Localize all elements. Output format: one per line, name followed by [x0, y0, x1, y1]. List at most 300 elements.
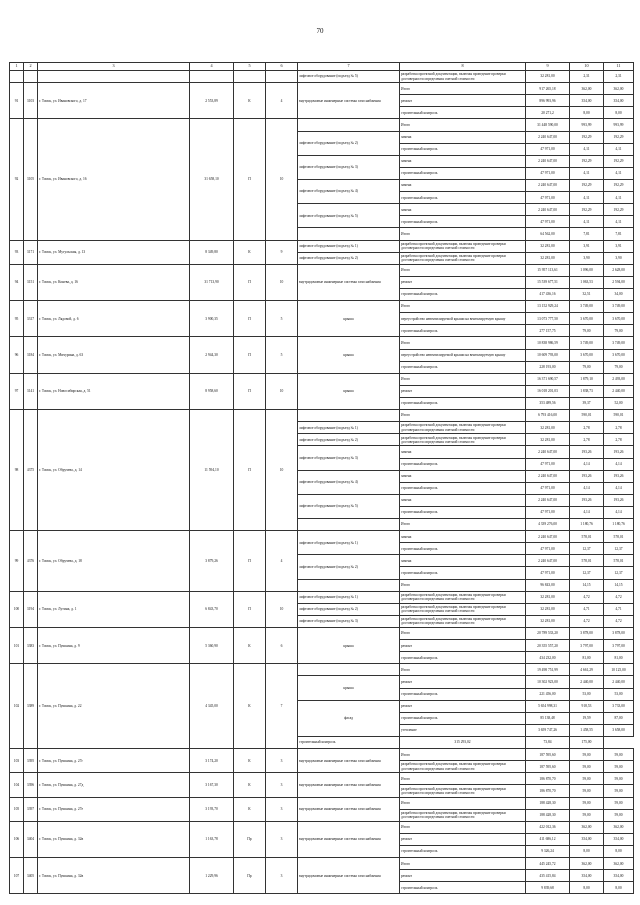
table-cell: 96 843,00	[526, 579, 570, 591]
table-cell: 32 281,00	[526, 591, 570, 603]
table-cell: ремонт	[400, 276, 526, 288]
table-row	[10, 591, 634, 603]
table-cell: 8 958,60	[190, 373, 234, 409]
table-cell: лифтовое оборудование (подъезд № 4)	[298, 179, 400, 203]
table-cell: 19 498 751,99	[526, 664, 570, 676]
table-cell: г. Томск, ул. Пушкина, д. 27д	[38, 773, 190, 797]
table-cell: 2 240 647,00	[526, 179, 570, 191]
table-cell: 10	[266, 591, 298, 627]
table-cell: П	[234, 119, 266, 240]
table-cell: 14,15	[570, 579, 604, 591]
table-cell: 192,29	[604, 204, 634, 216]
table-cell: 12,37	[604, 567, 634, 579]
table-cell: строительный контроль	[400, 167, 526, 179]
table-cell: 434 232,00	[526, 652, 570, 664]
table-cell: 12,37	[570, 543, 604, 555]
table-cell: 3171	[24, 240, 38, 264]
table-cell: замена	[400, 446, 526, 458]
table-row	[10, 858, 634, 870]
table-cell: лифтовое оборудование (подъезд № 3)	[298, 155, 400, 179]
table-cell: внутридомовые инженерные системы газоснабжения	[298, 797, 400, 821]
table-cell: 32 281,00	[526, 422, 570, 434]
table-cell: 2,31	[604, 71, 634, 83]
table-cell: 10	[266, 410, 298, 531]
table-cell: Пр	[234, 858, 266, 894]
table-cell: 354,00	[604, 833, 634, 845]
table-cell: 8,00	[570, 882, 604, 894]
table-cell: 59,00	[570, 761, 604, 773]
table-cell: 277 157,75	[526, 325, 570, 337]
table-cell: Итого	[400, 264, 526, 276]
table-cell: лифтовое оборудование (подъезд № 2)	[298, 434, 400, 446]
table-cell: 52,00	[604, 397, 634, 409]
table-cell: 2,78	[604, 434, 634, 446]
table-cell: 32 281,00	[526, 615, 570, 627]
table-cell: 97	[10, 373, 24, 409]
table-cell: внутридомовые инженерные системы газоснабжения	[298, 83, 400, 119]
table-cell: 16 371 690,57	[526, 373, 570, 385]
table-cell: 2 493,00	[604, 373, 634, 385]
table-cell: 96	[10, 337, 24, 373]
table-cell: Итого	[400, 749, 526, 761]
table-row	[10, 301, 634, 313]
table-row	[10, 83, 634, 95]
table-cell: 3 670,00	[604, 313, 634, 325]
table-cell: 32 281,00	[526, 603, 570, 615]
table-cell: 4,11	[604, 167, 634, 179]
table-cell: 2 440,00	[604, 676, 634, 688]
table-cell: 10	[266, 373, 298, 409]
table-row	[10, 264, 634, 276]
table-cell: строительный контроль	[400, 567, 526, 579]
table-cell: 362,00	[570, 821, 604, 833]
table-cell: Итого	[400, 373, 526, 385]
table-cell: строительный контроль	[400, 397, 526, 409]
table-cell: ремонт	[400, 870, 526, 882]
table-cell: 4,14	[604, 458, 634, 470]
table-cell: 1 458,55	[570, 724, 604, 736]
table-cell: 3	[266, 773, 298, 797]
table-cell: 47 971,00	[526, 143, 570, 155]
table-cell: 3389	[24, 664, 38, 749]
table-cell: 31 448 590,00	[526, 119, 570, 131]
table-cell: замена	[400, 179, 526, 191]
table-cell: 2,78	[604, 422, 634, 434]
table-cell: Итого	[400, 858, 526, 870]
table-cell: ремонт	[400, 385, 526, 397]
table-cell: 39,37	[570, 397, 604, 409]
table-cell: 3,91	[604, 240, 634, 252]
table-cell: 102	[10, 664, 24, 749]
table-cell: внутридомовые инженерные системы газоснабжения	[298, 264, 400, 300]
table-cell: 3 658,00	[604, 724, 634, 736]
table-cell: Итого	[400, 301, 526, 313]
table-cell: 4,72	[604, 591, 634, 603]
table-cell: внутридомовые инженерные системы газоснабжения	[298, 821, 400, 857]
table-cell: 7	[266, 664, 298, 749]
table-cell	[266, 71, 298, 83]
table-cell: 9 839,68	[526, 882, 570, 894]
table-cell: 3 174,20	[190, 749, 234, 773]
table-row	[10, 773, 634, 785]
table-cell: 228 193,00	[526, 361, 570, 373]
table-cell: 4,11	[570, 143, 604, 155]
table-cell: разработка проектной документации, включая проведение проверки достоверности определения сметной стоимости	[400, 785, 526, 797]
table-cell: 59,00	[570, 749, 604, 761]
table-cell: крыша	[298, 373, 400, 409]
table-cell: строительный контроль	[298, 737, 400, 749]
table-cell: 3 879,26	[190, 531, 234, 592]
table-cell: 186 870,70	[526, 785, 570, 797]
table-cell: лифтовое оборудование (подъезд № 4)	[298, 470, 400, 494]
table-cell: 2,78	[570, 434, 604, 446]
column-number-cell: 3	[38, 63, 190, 71]
table-cell: 19,59	[570, 712, 604, 724]
table-cell: 6 843,70	[190, 591, 234, 627]
table-cell: 16 018 201,03	[526, 385, 570, 397]
table-cell: замена	[400, 470, 526, 482]
table-cell: К	[234, 749, 266, 773]
table-cell: строительный контроль	[400, 506, 526, 518]
table-cell: 7,81	[604, 228, 634, 240]
repair-schedule-table	[9, 62, 634, 894]
table-cell: 186 870,70	[526, 773, 570, 785]
table-cell: 10	[266, 264, 298, 300]
table-cell: 3 749,00	[570, 337, 604, 349]
table-cell: 106	[10, 821, 24, 857]
table-cell: К	[234, 797, 266, 821]
table-cell: 3396	[24, 773, 38, 797]
table-cell: лифтовое оборудование (подъезд № 5)	[298, 71, 400, 83]
table-cell: 101	[10, 628, 24, 664]
table-cell: строительный контроль	[400, 361, 526, 373]
table-cell: 11 594,10	[190, 410, 234, 531]
table-cell: 3,90	[570, 252, 604, 264]
table-cell: 7,81	[570, 228, 604, 240]
table-cell: 192,29	[604, 179, 634, 191]
table-cell: 47 971,00	[526, 543, 570, 555]
table-cell: 193,26	[570, 446, 604, 458]
table-cell: 192,29	[570, 204, 604, 216]
table-cell: 193,26	[604, 470, 634, 482]
table-cell: 2 594,00	[604, 276, 634, 288]
table-cell: 578,01	[570, 555, 604, 567]
table-cell: 3141	[24, 373, 38, 409]
table-cell: П	[234, 337, 266, 373]
table-cell: 79,00	[604, 361, 634, 373]
table-cell: г. Томск, ул. Обручева, д. 14	[38, 410, 190, 531]
table-cell: 193,26	[604, 494, 634, 506]
table-cell: Итого	[400, 773, 526, 785]
table-cell: ремонт	[400, 95, 526, 107]
table-cell: 192,29	[604, 155, 634, 167]
table-cell: 362,00	[570, 858, 604, 870]
table-cell: строительный контроль	[400, 652, 526, 664]
table-cell	[298, 664, 400, 676]
table-cell: 1 063,53	[570, 276, 604, 288]
table-cell: лифтовое оборудование (подъезд № 3)	[298, 615, 400, 627]
table-cell: 8,00	[604, 882, 634, 894]
table-cell: К	[234, 773, 266, 797]
table-cell: 2 240 647,00	[526, 555, 570, 567]
table-cell: 3105	[24, 119, 38, 240]
table-cell: 578,01	[604, 531, 634, 543]
table-cell: 354,00	[570, 870, 604, 882]
table-cell: г. Томск, ул. Мичурина, д. 63	[38, 337, 190, 373]
table-cell	[190, 71, 234, 83]
table-cell: П	[234, 264, 266, 300]
table-cell: 354,00	[604, 870, 634, 882]
table-cell: 4,11	[570, 167, 604, 179]
table-cell: замена	[400, 204, 526, 216]
column-number-cell: 5	[234, 63, 266, 71]
table-cell: ремонт	[400, 640, 526, 652]
table-cell: г. Томск, ул. Лядовой, д. 6	[38, 301, 190, 337]
table-cell: 15 539 677,51	[526, 276, 570, 288]
table-cell: лифтовое оборудование (подъезд № 1)	[298, 422, 400, 434]
table-row	[10, 119, 634, 131]
table-cell: 103	[10, 749, 24, 773]
table-cell: 445 245,72	[526, 858, 570, 870]
table-cell: разработка проектной документации, включая проведение проверки достоверности определения сметной стоимости	[400, 591, 526, 603]
table-cell: 4 345,00	[190, 664, 234, 749]
table-cell: 98	[10, 410, 24, 531]
table-cell: 993,99	[604, 119, 634, 131]
table-cell: 221 456,00	[526, 688, 570, 700]
table-cell: 4,14	[570, 458, 604, 470]
table-cell: 354,00	[570, 95, 604, 107]
table-cell: 3 797,00	[570, 640, 604, 652]
table-cell: лифтовое оборудование (подъезд № 3)	[298, 446, 400, 470]
table-cell: 95	[10, 301, 24, 337]
table-cell: лифтовое оборудование (подъезд № 1)	[298, 531, 400, 555]
table-cell: 104	[10, 773, 24, 797]
table-cell: переустройство невентилируемой крыши на вентилируемую крышу	[400, 313, 526, 325]
table-cell: П	[234, 301, 266, 337]
table-cell: 10 609 793,00	[526, 349, 570, 361]
table-cell: строительный контроль	[400, 143, 526, 155]
table-cell: П	[234, 591, 266, 627]
table-cell: 4,11	[570, 216, 604, 228]
column-number-cell: 6	[266, 63, 298, 71]
table-cell: 59,00	[604, 773, 634, 785]
table-cell: г. Томск, ул. Ивановского, д. 16	[38, 119, 190, 240]
table-cell: лифтовое оборудование (подъезд № 1)	[298, 240, 400, 252]
table-cell: 59,00	[570, 797, 604, 809]
table-cell: 3 670,00	[570, 349, 604, 361]
table-cell: 3395	[24, 749, 38, 773]
table-cell	[298, 119, 400, 131]
table-cell: 3 900,35	[190, 301, 234, 337]
table-cell: 20 271,2	[526, 107, 570, 119]
table-cell: 81,00	[570, 652, 604, 664]
column-number-cell: 10	[570, 63, 604, 71]
table-cell: К	[234, 240, 266, 264]
table-cell: разработка проектной документации, включая проведение проверки достоверности определения сметной стоимости	[400, 761, 526, 773]
table-cell: 2 240 647,00	[526, 531, 570, 543]
table-cell: 12,37	[604, 543, 634, 555]
table-cell: строительный контроль	[400, 688, 526, 700]
table-cell: 14,15	[604, 579, 634, 591]
table-cell: строительный контроль	[400, 458, 526, 470]
table-cell: внутридомовые инженерные системы газоснабжения	[298, 773, 400, 797]
table-cell: разработка проектной документации, включая проведение проверки достоверности определения сметной стоимости	[400, 240, 526, 252]
table-cell: 3	[266, 797, 298, 821]
table-cell: 47 971,00	[526, 458, 570, 470]
table-cell: 8,00	[570, 846, 604, 858]
table-cell: 917 265,18	[526, 83, 570, 95]
table-cell: 3 670,00	[604, 349, 634, 361]
table-cell: 3,91	[570, 240, 604, 252]
table-cell: г. Томск, ул. Обручева, д. 18	[38, 531, 190, 592]
table-cell: 2 240 647,00	[526, 470, 570, 482]
table-cell: 91	[10, 83, 24, 119]
table-cell: П	[234, 531, 266, 592]
table-cell: разработка проектной документации, включая проведение проверки достоверности определения сметной стоимости	[400, 422, 526, 434]
table-cell: ремонт	[400, 676, 526, 688]
table-cell: 9	[266, 240, 298, 264]
table-cell: 3 670,00	[570, 313, 604, 325]
table-cell: крыша	[298, 628, 400, 664]
table-row	[10, 71, 634, 83]
table-cell	[298, 579, 400, 591]
table-cell: 32 281,00	[526, 252, 570, 264]
table-cell: ремонт	[400, 833, 526, 845]
table-cell: 4376	[24, 531, 38, 592]
table-cell: 4,11	[604, 192, 634, 204]
table-cell: 435 415,84	[526, 870, 570, 882]
table-cell: г. Томск, ул. Ивановского, д. 17	[38, 83, 190, 119]
table-cell: 3 659 747,26	[526, 724, 570, 736]
table-cell: 3 167,30	[190, 773, 234, 797]
table-cell: 59,00	[604, 785, 634, 797]
table-cell: строительный контроль	[400, 482, 526, 494]
table-cell: 6 793 416,00	[526, 410, 570, 422]
table-cell: разработка проектной документации, включая проведение проверки достоверности определения сметной стоимости	[400, 252, 526, 264]
table-cell: 4,72	[604, 615, 634, 627]
table-cell: 79,00	[604, 325, 634, 337]
table-cell: 193,26	[570, 470, 604, 482]
table-cell: 3 797,00	[604, 640, 634, 652]
table-cell: утепление	[400, 724, 526, 736]
table-row	[10, 337, 634, 349]
table-cell: 2 240 647,00	[526, 204, 570, 216]
table-cell: 4 339 276,00	[526, 519, 570, 531]
table-cell: 578,01	[604, 555, 634, 567]
table-cell: внутридомовые инженерные системы газоснабжения	[298, 858, 400, 894]
table-cell: 362,00	[604, 821, 634, 833]
column-number-cell: 1	[10, 63, 24, 71]
table-cell: крыша	[298, 301, 400, 337]
table-cell: 94	[10, 264, 24, 300]
table-cell: лифтовое оборудование (подъезд № 2)	[298, 555, 400, 579]
table-cell: 100	[10, 591, 24, 627]
table-cell: 3 878,00	[604, 628, 634, 640]
table-cell: Итого	[400, 83, 526, 95]
table-cell: 92	[10, 119, 24, 240]
table-cell: 79,00	[570, 361, 604, 373]
table-cell: 1 163,78	[190, 821, 234, 857]
table-cell: 59,00	[570, 785, 604, 797]
table-cell: лифтовое оборудование (подъезд № 5)	[298, 494, 400, 518]
table-cell: лифтовое оборудование (подъезд № 5)	[298, 204, 400, 228]
table-cell: Итого	[400, 628, 526, 640]
table-cell	[38, 71, 190, 83]
table-cell: лифтовое оборудование (подъезд № 2)	[298, 603, 400, 615]
column-number-cell: 7	[298, 63, 400, 71]
table-cell	[298, 228, 400, 240]
table-cell: г. Томск, ул. Пушкина, д. 32в	[38, 821, 190, 857]
table-cell: 188 428,30	[526, 809, 570, 821]
table-cell: 3317	[24, 301, 38, 337]
table-cell: 3,90	[604, 252, 634, 264]
table-cell: строительный контроль	[400, 216, 526, 228]
table-cell: 10 838 986,59	[526, 337, 570, 349]
table-row	[10, 749, 634, 761]
table-cell: 31 658,10	[190, 119, 234, 240]
table-cell: К	[234, 664, 266, 749]
table-cell: 5	[266, 337, 298, 373]
table-cell: 3184	[24, 337, 38, 373]
column-number-cell: 9	[526, 63, 570, 71]
table-cell: 32 281,00	[526, 434, 570, 446]
table-cell: 3397	[24, 797, 38, 821]
table-cell: г. Томск, ул. Пушкина, д. 27г	[38, 749, 190, 773]
table-cell: строительный контроль	[400, 882, 526, 894]
table-cell: г. Томск, ул. Новосибирская, д. 51	[38, 373, 190, 409]
table-cell: 590,01	[604, 410, 634, 422]
table-cell: 15 957 113,61	[526, 264, 570, 276]
table-cell: 422 012,36	[526, 821, 570, 833]
table-cell: 79,00	[570, 325, 604, 337]
table-cell: 993,99	[570, 119, 604, 131]
table-cell: 362,00	[570, 83, 604, 95]
table-cell: 3 749,00	[570, 301, 604, 313]
table-cell: 10	[266, 119, 298, 240]
table-cell: г. Томск, ул. Мугульская, д. 13	[38, 240, 190, 264]
table-row	[10, 410, 634, 422]
table-cell: 53,00	[604, 688, 634, 700]
table-cell: 8,00	[604, 846, 634, 858]
table-cell: Итого	[400, 228, 526, 240]
table-cell: 3 733,00	[604, 700, 634, 712]
table-cell: 353 489,56	[526, 397, 570, 409]
table-cell: 175,00	[570, 737, 604, 749]
table-cell: 59,00	[604, 761, 634, 773]
table-cell: 578,01	[570, 531, 604, 543]
table-cell: 4	[266, 83, 298, 119]
table-row	[10, 821, 634, 833]
table-cell: 2 240 647,00	[526, 446, 570, 458]
table-cell: 31 713,90	[190, 264, 234, 300]
table-cell: 4,72	[570, 615, 604, 627]
table-cell: 13 152 929,24	[526, 301, 570, 313]
table-cell: 8,00	[570, 107, 604, 119]
table-cell: 85 138,48	[526, 712, 570, 724]
table-cell: 192,29	[570, 131, 604, 143]
table-cell: г. Томск, ул. Конева, д. 16	[38, 264, 190, 300]
table-cell: 59,00	[570, 809, 604, 821]
table-cell: Итого	[400, 337, 526, 349]
table-cell: 187 595,60	[526, 749, 570, 761]
table-cell: замена	[400, 131, 526, 143]
table-cell: 93	[10, 240, 24, 264]
table-cell: К	[234, 83, 266, 119]
table-cell: 73,84	[526, 737, 570, 749]
table-row	[10, 628, 634, 640]
table-cell: фасад	[298, 700, 400, 736]
table-cell: 4	[266, 531, 298, 592]
